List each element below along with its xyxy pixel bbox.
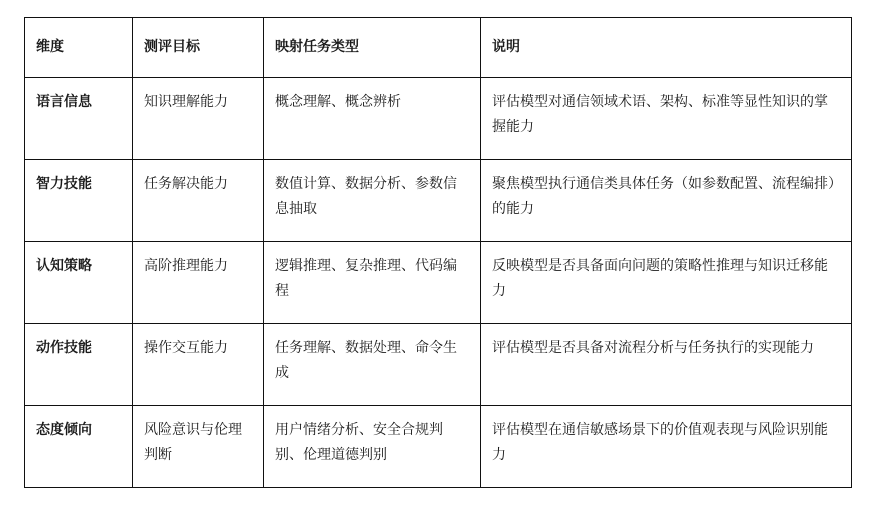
- header-goal: 测评目标: [133, 18, 264, 78]
- cell-description: 反映模型是否具备面向问题的策略性推理与知识迁移能力: [481, 242, 852, 324]
- header-dimension: 维度: [25, 18, 133, 78]
- cell-description: 评估模型是否具备对流程分析与任务执行的实现能力: [481, 324, 852, 406]
- cell-dimension: 动作技能: [25, 324, 133, 406]
- cell-description: 评估模型在通信敏感场景下的价值观表现与风险识别能力: [481, 406, 852, 488]
- cell-dimension: 语言信息: [25, 78, 133, 160]
- cell-task-types: 数值计算、数据分析、参数信息抽取: [264, 160, 481, 242]
- table-header-row: [25, 18, 852, 78]
- table-row: [25, 242, 852, 324]
- table-row: [25, 78, 852, 160]
- cell-task-types: 逻辑推理、复杂推理、代码编程: [264, 242, 481, 324]
- cell-goal: 任务解决能力: [133, 160, 264, 242]
- cell-task-types: 用户情绪分析、安全合规判别、伦理道德判别: [264, 406, 481, 488]
- cell-goal: 风险意识与伦理判断: [133, 406, 264, 488]
- cell-description: 评估模型对通信领域术语、架构、标准等显性知识的掌握能力: [481, 78, 852, 160]
- cell-dimension: 认知策略: [25, 242, 133, 324]
- cell-task-types: 任务理解、数据处理、命令生成: [264, 324, 481, 406]
- evaluation-dimension-table-container: [24, 17, 851, 488]
- cell-task-types: 概念理解、概念辨析: [264, 78, 481, 160]
- cell-goal: 操作交互能力: [133, 324, 264, 406]
- evaluation-dimension-table: [24, 17, 852, 488]
- cell-dimension: 智力技能: [25, 160, 133, 242]
- table-row: [25, 160, 852, 242]
- header-description: 说明: [481, 18, 852, 78]
- header-task-types: 映射任务类型: [264, 18, 481, 78]
- cell-dimension: 态度倾向: [25, 406, 133, 488]
- cell-goal: 高阶推理能力: [133, 242, 264, 324]
- cell-description: 聚焦模型执行通信类具体任务（如参数配置、流程编排）的能力: [481, 160, 852, 242]
- cell-goal: 知识理解能力: [133, 78, 264, 160]
- table-row: [25, 324, 852, 406]
- table-row: [25, 406, 852, 488]
